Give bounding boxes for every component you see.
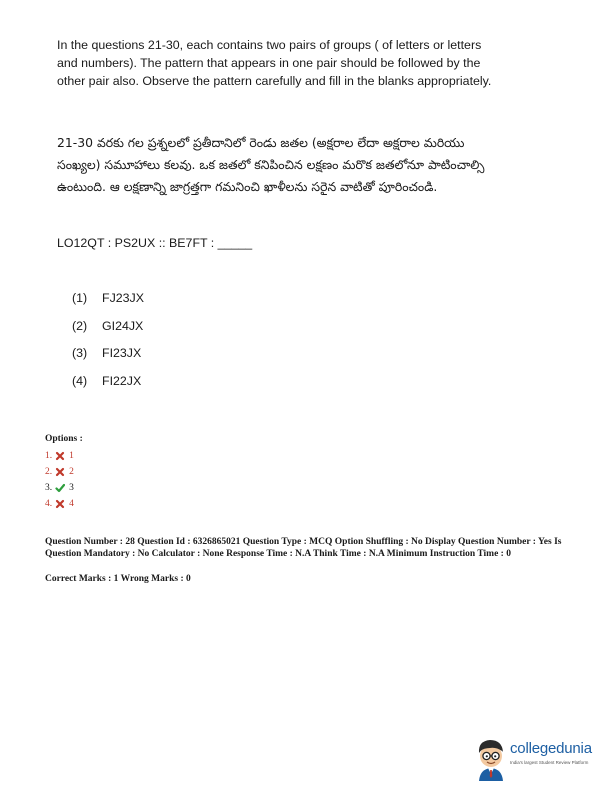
- option-number: 3.: [45, 483, 53, 493]
- brand-name: collegedunia: [510, 740, 592, 757]
- options-list: [45, 434, 83, 512]
- instructions-telugu: 21-30 వరకు గల ప్రశ్నలలో ప్రతీదానిలో రెండు జతల (అక్షరాల లేదా అక్షరాల మరియు సంఖ్యల) సమూహాలు కలవు. ఒక జతలో కనిపించిన లక్షణం మరొక జతలోనూ పాటించాల్సి ఉంటుంది. ఆ లక్షణాన్ని జాగ్రత్తగా గమనించి ఖాళీలను సరైన వాటితో పూరించండి.: [57, 135, 485, 194]
- marks-info: Correct Marks : 1 Wrong Marks : 0: [45, 574, 191, 584]
- option-number: 2.: [45, 467, 53, 477]
- cross-icon: [55, 467, 65, 477]
- option-row-2: [45, 464, 83, 480]
- option-row-3: [45, 480, 83, 496]
- choice-number: (3): [72, 346, 88, 361]
- option-value: 3: [69, 483, 74, 493]
- choice-text: FI23JX: [102, 346, 142, 361]
- choice-number: (2): [72, 318, 88, 333]
- option-value: 1: [69, 451, 74, 461]
- choice-4: [72, 373, 144, 401]
- choice-number: (4): [72, 374, 88, 389]
- choice-text: GI24JX: [102, 318, 144, 333]
- choice-3: [72, 345, 144, 373]
- option-row-4: [45, 496, 83, 512]
- option-value: 4: [69, 499, 74, 509]
- answer-choices: [72, 290, 144, 401]
- choice-1: [72, 290, 144, 318]
- check-icon: [55, 483, 65, 493]
- choice-2: [72, 318, 144, 346]
- option-number: 4.: [45, 499, 53, 509]
- choice-number: (1): [72, 291, 88, 305]
- cross-icon: [55, 451, 65, 461]
- choice-text: FI22JX: [102, 374, 142, 389]
- collegedunia-logo: [474, 737, 604, 785]
- question-text: LO12QT : PS2UX :: BE7FT : _____: [57, 236, 253, 250]
- cross-icon: [55, 499, 65, 509]
- option-value: 2: [69, 467, 74, 477]
- instructions-english: In the questions 21-30, each contains two pairs of groups ( of letters or letters and numbers). The pattern that appears in one pair should be followed by the other pair also. Observe the pattern carefully and fill in the blanks appropriately.: [57, 38, 492, 88]
- question-metadata: Question Number : 28 Question Id : 6326865021 Question Type : MCQ Option Shuffling : No Display Question Number : Yes Is Question Mandatory : No Calculator : None Response Time : N.A Think Time : N.A Minimum Instruction Time : 0: [45, 537, 562, 559]
- options-title: Options :: [45, 434, 83, 444]
- choice-text: FJ23JX: [102, 291, 145, 305]
- mascot-icon: [474, 737, 508, 785]
- brand-tagline: India's largest Student Review Platform: [510, 760, 589, 765]
- option-row-1: [45, 448, 83, 464]
- option-number: 1.: [45, 451, 53, 461]
